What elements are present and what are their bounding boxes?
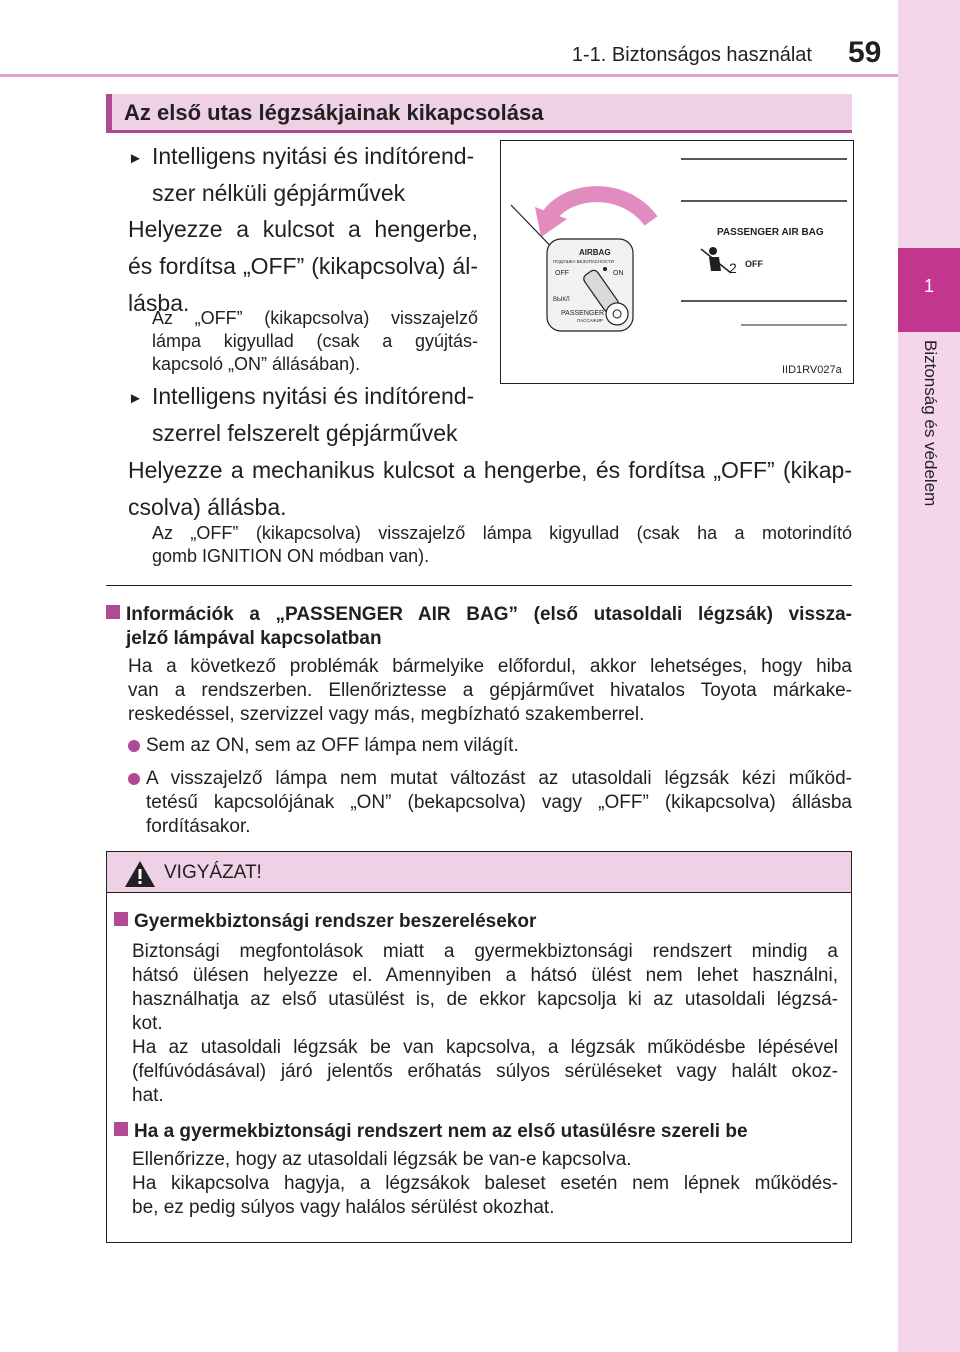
chapter-number: 1 [923, 276, 934, 296]
info-item-2 [128, 767, 852, 839]
note-line: gomb IGNITION ON módban van). [152, 546, 430, 566]
switch-passenger-label: PASSENGER [561, 310, 605, 317]
airbag-switch-figure [500, 140, 854, 384]
caution-line: kot. [132, 1013, 163, 1034]
note-line: kapcsoló „ON” állásában). [152, 354, 361, 374]
indicator-off-label: OFF [745, 259, 763, 269]
info-item-1 [128, 734, 852, 758]
info-item-text: Sem az ON, sem az OFF lámpa nem világít. [146, 735, 519, 756]
caution-heading-text: Gyermekbiztonsági rendszer beszerelésekor [134, 911, 537, 932]
info-line: van a rendszerben. Ellenőriztesse a gépjárművet hivatalos Toyota márkake- [128, 680, 852, 701]
instruction-2 [128, 452, 852, 526]
square-bullet-icon [114, 1122, 128, 1136]
instruction-line: csolva) állásba. [128, 494, 287, 520]
bullet-line: Intelligens nyitási és indítórend- [152, 383, 475, 409]
info-item-text: fordításakor. [146, 816, 251, 837]
page-number: 59 [848, 36, 882, 69]
instruction-line: és fordítsa „OFF” (kikapcsolva) ál- [128, 253, 478, 279]
caution-line: be, ez pedig súlyos vagy halálos sérülést okozhat. [132, 1197, 555, 1218]
caution-line: Ha kikapcsolva hagyja, a légzsákok baleset esetén nem lépnek működés- [132, 1173, 838, 1194]
caution-line: Ellenőrizze, hogy az utasoldali légzsák be van-e kapcsolva. [132, 1149, 632, 1170]
header-rule [0, 74, 898, 77]
bullet-keyless-equipped [128, 378, 478, 452]
arrow-bullet-icon: ► [128, 150, 143, 167]
info-line: Ha a következő problémák bármelyike előfordul, akkor lehetséges, hogy hiba [128, 656, 852, 677]
note-line: lámpa kigyullad (csak a gyújtás- [152, 331, 478, 351]
note-line: Az „OFF” (kikapcsolva) visszajelző [152, 308, 478, 328]
dot-bullet-icon [128, 773, 140, 785]
instruction-line: Helyezze a kulcsot a hengerbe, [128, 216, 478, 242]
info-heading-line: jelző lámpával kapcsolatban [126, 628, 382, 649]
switch-vykl-label: ВЫКЛ [553, 297, 570, 303]
chapter-title: Biztonság és védelem [921, 340, 940, 507]
section-divider [106, 585, 852, 586]
instruction-line: Helyezze a mechanikus kulcsot a hengerbe, és fordítsa „OFF” (kikap- [128, 457, 852, 483]
switch-on-label: ON [613, 270, 624, 277]
caution-heading-1 [114, 910, 834, 934]
running-head: 1-1. Biztonságos használat [571, 44, 812, 66]
info-item-text: tetésű kapcsolójának „ON” (bekapcsolva) vagy „OFF” (kikapcsolva) állásba [146, 792, 852, 813]
info-item-text: A visszajelző lámpa nem mutat változást az utasoldali légzsák kézi működ- [146, 768, 852, 789]
note-1 [152, 307, 478, 376]
caution-heading-2 [114, 1120, 834, 1144]
caution-paragraph-2 [132, 1148, 838, 1220]
caution-paragraph-1 [132, 940, 838, 1108]
info-heading [106, 603, 852, 651]
caution-label: VIGYÁZAT! [164, 862, 262, 883]
caution-line: (felfúvódásával) járó jelentős erőhatás súlyos sérüléseket vagy halált okoz- [132, 1061, 838, 1082]
side-tab [898, 0, 960, 1352]
caution-line: hátsó ülésen helyezze el. Amennyiben a hátsó ülést nem lehet használni, [132, 965, 838, 986]
warning-icon [124, 860, 156, 893]
switch-off-label: OFF [555, 270, 569, 277]
caution-line: Biztonsági megfontolások miatt a gyermekbiztonsági rendszert mindig a [132, 941, 838, 962]
info-paragraph [128, 655, 852, 727]
info-line: reskedéssel, szervizzel vagy más, megbízható szakemberrel. [128, 704, 645, 725]
instruction-line: lásba. [128, 290, 190, 316]
airbag-switch-illustration [501, 141, 853, 383]
switch-passazhir-label: ПАССАЖИР [577, 318, 603, 323]
indicator-title: PASSENGER AIR BAG [717, 227, 824, 238]
caution-line: Ha az utasoldali légzsák be van kapcsolva, a légzsák működésbe lépésével [132, 1037, 838, 1058]
note-line: Az „OFF” (kikapcsolva) visszajelző lámpa kigyullad (csak ha a motorindító [152, 523, 852, 543]
bullet-line: szer nélküli gépjárművek [152, 180, 406, 206]
caution-line: használhatja az első utasülést is, de ekkor kapcsolja ki az utasoldali légzsá- [132, 989, 838, 1010]
switch-label-ru: ПОДУШКА БЕЗОПАСНОСТИ [553, 259, 614, 264]
caution-line: hat. [132, 1085, 164, 1106]
instruction-1 [128, 211, 478, 322]
section-heading-accent [106, 94, 112, 133]
switch-label-airbag: AIRBAG [579, 248, 611, 257]
section-title: Az első utas légzsákjainak kikapcsolása [124, 100, 544, 125]
info-heading-line: Információk a „PASSENGER AIR BAG” (első utasoldali légzsák) vissza- [126, 604, 852, 625]
square-bullet-icon [114, 912, 128, 926]
caution-heading-text: Ha a gyermekbiztonsági rendszert nem az első utasülésre szereli be [134, 1121, 748, 1142]
bullet-keyless-none [128, 138, 478, 212]
note-2 [152, 522, 852, 568]
bullet-line: Intelligens nyitási és indítórend- [152, 143, 475, 169]
dot-bullet-icon [128, 740, 140, 752]
arrow-bullet-icon: ► [128, 390, 143, 407]
figure-id: IID1RV027a [782, 364, 842, 376]
bullet-line: szerrel felszerelt gépjárművek [152, 420, 458, 446]
svg-text:2: 2 [729, 260, 737, 276]
square-bullet-icon [106, 605, 120, 619]
